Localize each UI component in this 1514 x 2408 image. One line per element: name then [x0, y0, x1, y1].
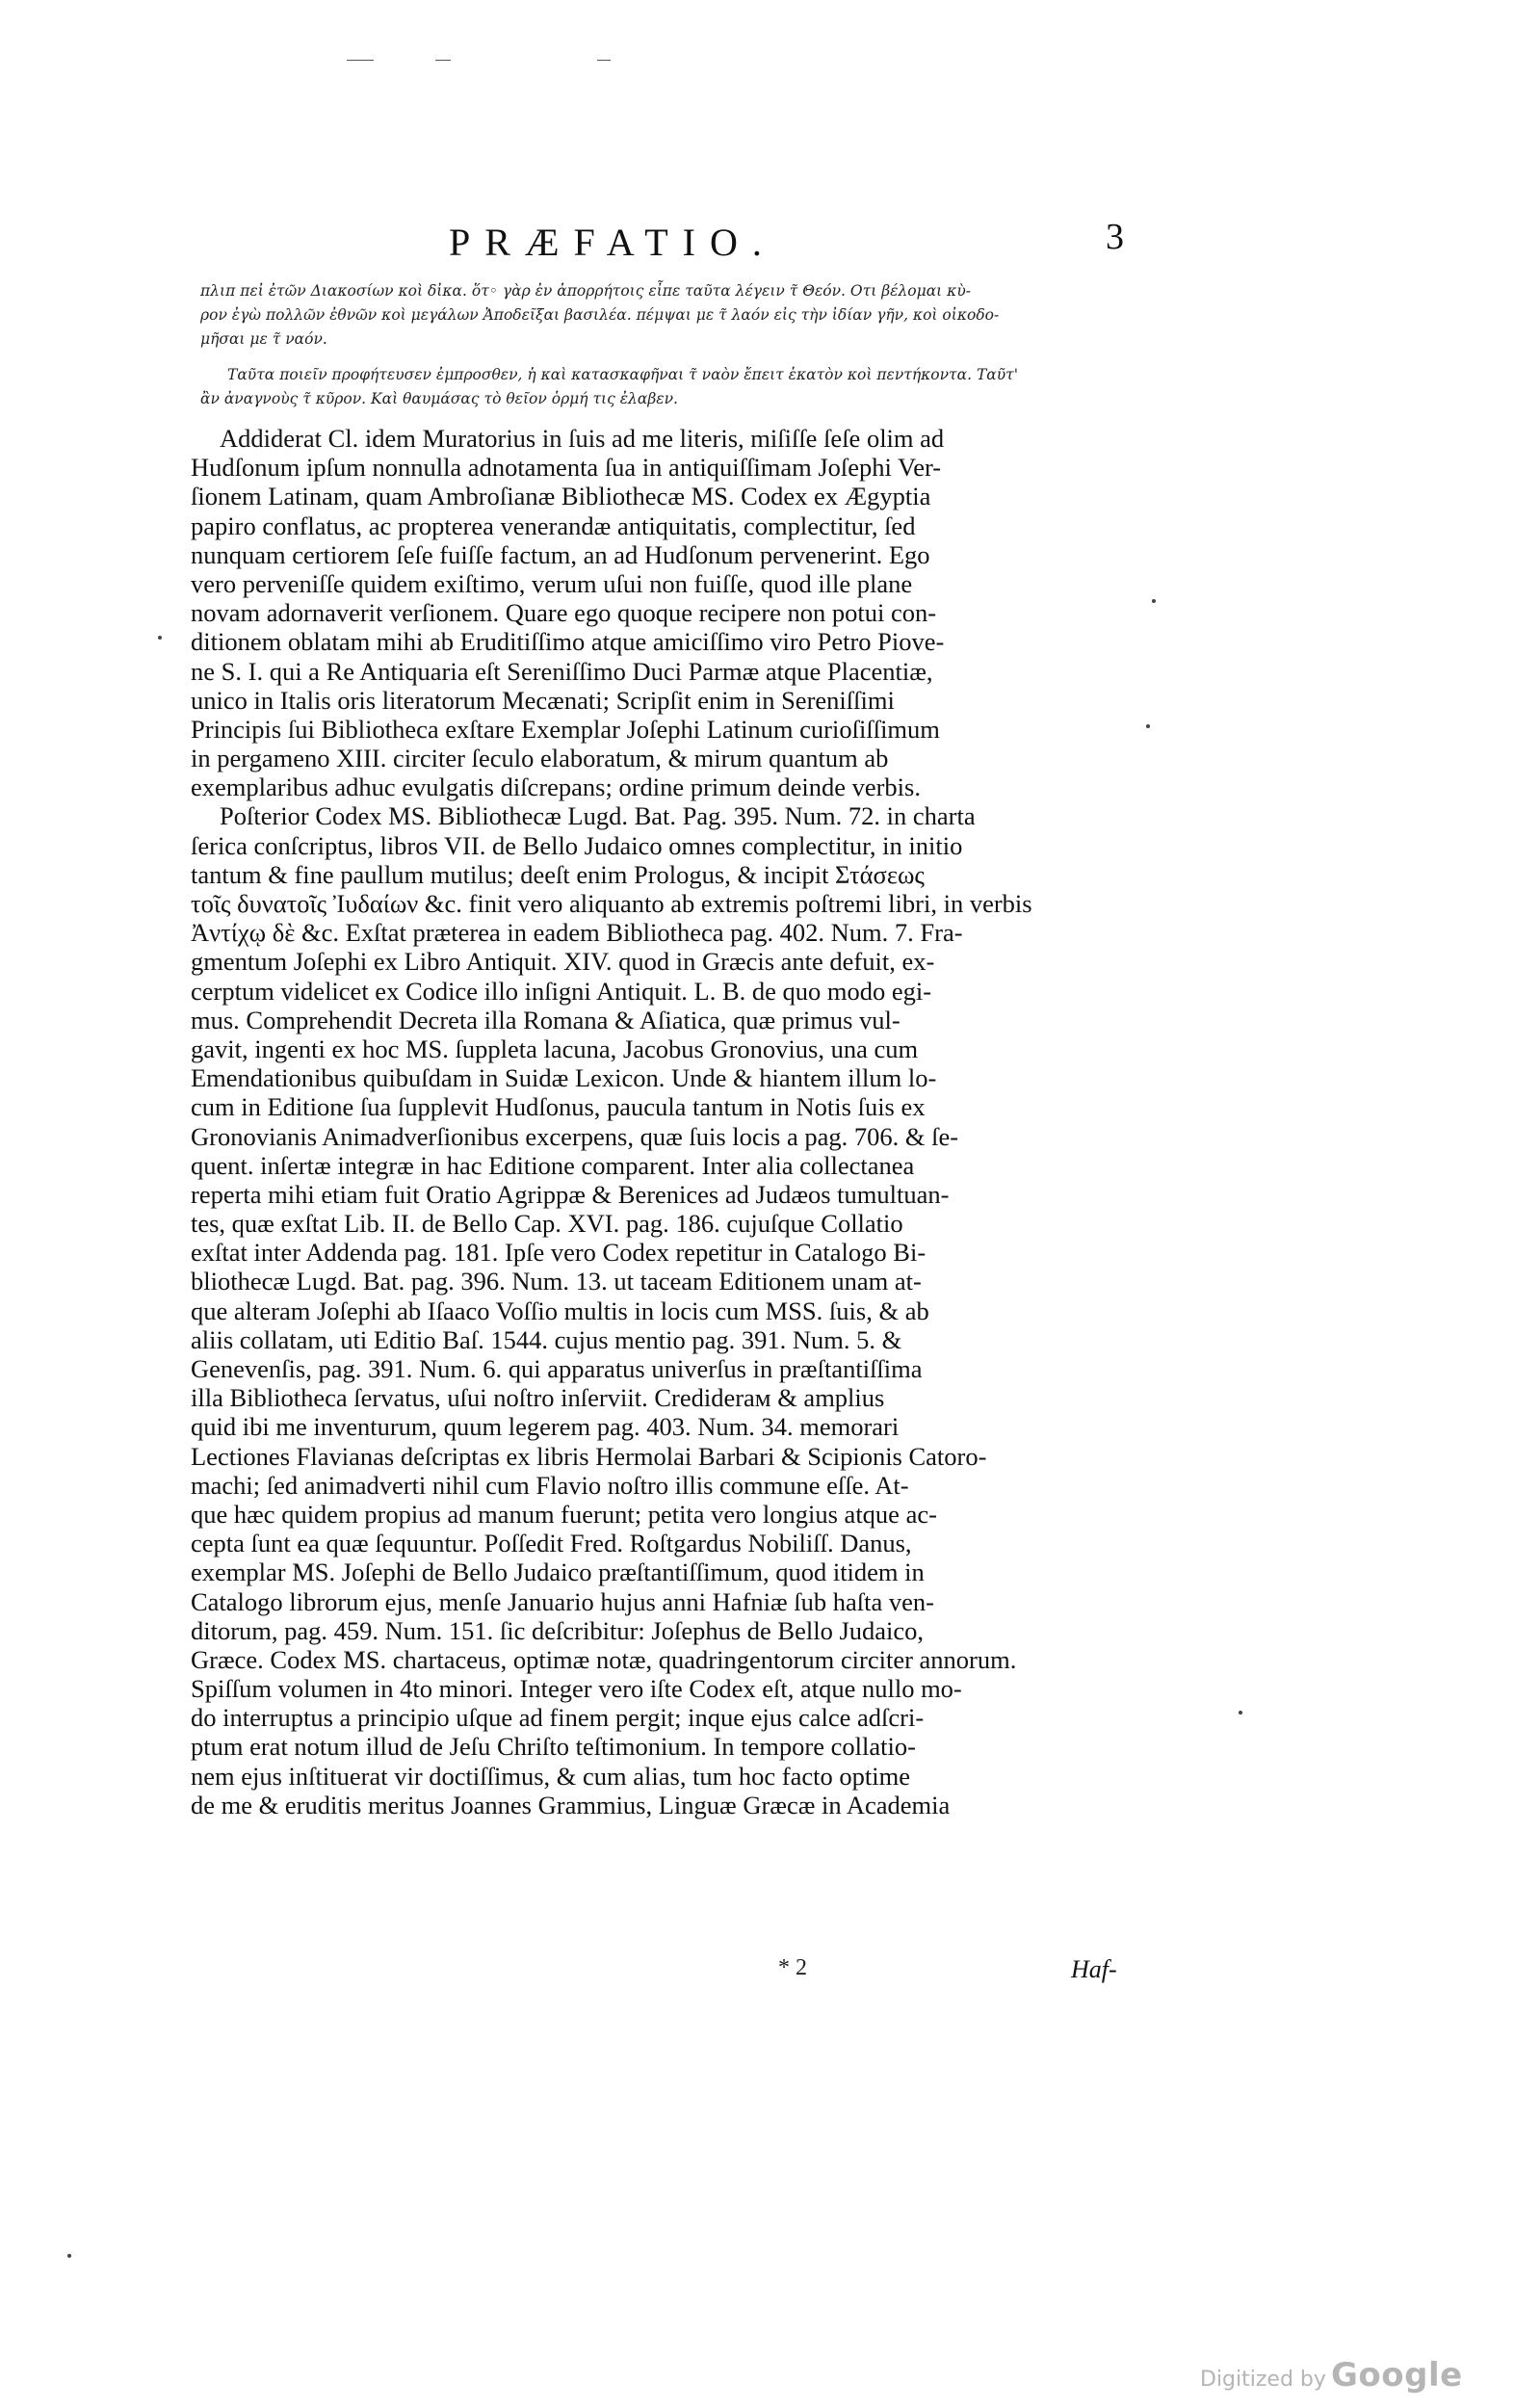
top-rule-mark: [597, 60, 611, 61]
text-line: Ἀντίχῳ δὲ &c. Exſtat præterea in eadem Bibliotheca pag. 402. Num. 7. Fra-: [191, 918, 963, 948]
text-line: Principis ſui Bibliotheca exſtare Exemplar Joſephi Latinum curioſiſſimum: [191, 714, 940, 744]
text-line: novam adornaverit verſionem. Quare ego quoque recipere non potui con-: [191, 598, 937, 628]
text-line: quent. inſertæ integræ in hac Editione comparent. Inter alia collectanea: [191, 1150, 915, 1180]
text-line: tantum & fine paullum mutilus; deeſt enim Prologus, & incipit Στάσεως: [191, 859, 925, 889]
greek-line: μῆσαι με τ̃ ναόν.: [200, 330, 327, 348]
watermark-prefix: Digitized by: [1200, 2368, 1326, 2392]
greek-line: Ταῦτα ποιεῖν προφήτευσεν ἐμπροσθεν, ἡ καὶ κατασκαφῆναι τ̃ ναὸν ἔπειτ ἑκατὸν κοὶ πεντήκοντα. Ταῦτ': [227, 366, 1019, 383]
top-rule-mark: [435, 60, 451, 61]
text-line: Addiderat Cl. idem Muratorius in ſuis ad me literis, miſiſſe ſeſe olim ad: [220, 424, 945, 453]
text-line: papiro conflatus, ac propterea venerandæ antiquitatis, complectitur, ſed: [191, 510, 916, 540]
top-rule-mark: [347, 60, 374, 61]
text-line: Græce. Codex MS. chartaceus, optimæ notæ, quadringentorum circiter annorum.: [191, 1644, 1017, 1674]
text-line: Poſterior Codex MS. Bibliothecæ Lugd. Bat. Pag. 395. Num. 72. in charta: [220, 801, 976, 831]
margin-speck: [158, 636, 162, 640]
text-line: illa Bibliotheca ſervatus, uſui noſtro inſerviit. Crediderам & amplius: [191, 1383, 885, 1413]
text-line: ptum erat notum illud de Jeſu Chriſto teſtimonium. In tempore collatio-: [191, 1732, 916, 1762]
greek-line: ἂν ἀναγνοὺς τ̃ κῦρον. Καὶ θαυμάσας τὸ θεῖον ὁρμή τις ἐλαβεν.: [200, 390, 678, 407]
text-line: machi; ſed animadverti nihil cum Flavio noſtro illis commune eſſe. At-: [191, 1470, 909, 1500]
text-line: cerptum videlicet ex Codice illo inſigni Antiquit. L. B. de quo modo egi-: [191, 976, 932, 1006]
text-line: Genevenſis, pag. 391. Num. 6. qui apparatus univerſus in præſtantiſſima: [191, 1354, 923, 1383]
text-line: tes, quæ exſtat Lib. II. de Bello Cap. XVI. pag. 186. cujuſque Collatio: [191, 1209, 903, 1239]
margin-speck: [1152, 599, 1156, 603]
text-line: nem ejus inſtituerat vir doctiſſimus, & cum alias, tum hoc facto optime: [191, 1761, 910, 1791]
text-line: exſtat inter Addenda pag. 181. Ipſe vero Codex repetitur in Catalogo Bi-: [191, 1238, 927, 1268]
text-line: ditionem oblatam mihi ab Eruditiſſimo atque amiciſſimo viro Petro Piove-: [191, 627, 945, 657]
text-line: reperta mihi etiam fuit Oratio Agrippæ & Berenices ad Judæos tumultuan-: [191, 1179, 950, 1209]
greek-line: πλιπ πεἰ ἐτῶν Διακοσίων κοὶ δἰκα. ὅτ◦ γὰρ ἐν ἀπορρήτοις εἶπε ταῦτα λέγειν τ̃ Θεόν. Οτι βέλομαι κὺ-: [200, 282, 972, 300]
text-line: nunquam certiorem ſeſe fuiſſe factum, an ad Hudſonum pervenerint. Ego: [191, 539, 930, 569]
text-line: in pergameno XIII. circiter ſeculo elaboratum, & mirum quantum ab: [191, 744, 889, 773]
text-line: gavit, ingenti ex hoc MS. ſuppleta lacuna, Jacobus Gronovius, una cum: [191, 1034, 919, 1063]
catchword: Haf-: [1071, 1955, 1117, 1983]
margin-speck: [67, 2254, 71, 2258]
text-line: Catalogo librorum ejus, menſe Januario hujus anni Hafniæ ſub haſta ven-: [191, 1586, 935, 1616]
text-line: ſerica conſcriptus, libros VII. de Bello Judaico omnes complectitur, in initio: [191, 830, 963, 860]
margin-speck: [1146, 724, 1150, 728]
text-line: τοῖς δυνατοῖς Ἰυδαίων &c. finit vero aliquanto ab extremis poſtremi libri, in verbis: [191, 889, 1032, 918]
text-line: gmentum Joſephi ex Libro Antiquit. XIV. quod in Græcis ante defuit, ex-: [191, 947, 935, 977]
greek-line: ρον ἐγὼ πολλῶν ἐθνῶν κοὶ μεγάλων Ἀποδεῖξαι βασιλέα. πέμψαι με τ̃ λαόν εἰς τὴν ἰδίαν γῆν, κοὶ οἰκοδο-: [200, 306, 1000, 324]
text-line: aliis collatam, uti Editio Baſ. 1544. cujus mentio pag. 391. Num. 5. &: [191, 1324, 902, 1354]
text-line: do interruptus a principio uſque ad finem pergit; inque ejus calce adſcri-: [191, 1703, 925, 1733]
text-line: de me & eruditis meritus Joannes Grammius, Linguæ Græcæ in Academia: [191, 1790, 951, 1819]
text-line: unico in Italis oris literatorum Mecænati; Scripſit enim in Sereniſſimi: [191, 685, 895, 715]
text-line: exemplaribus adhuc evulgatis diſcrepans; ordine primum deinde verbis.: [191, 772, 921, 802]
page-number: 3: [1106, 217, 1124, 257]
text-line: ſionem Latinam, quam Ambroſianæ Bibliothecæ MS. Codex ex Ægyptia: [191, 482, 931, 511]
text-line: Lectiones Flavianas deſcriptas ex libris Hermolai Barbari & Scipionis Catoro-: [191, 1441, 987, 1471]
google-logo: Google: [1331, 2356, 1463, 2395]
text-line: Spiſſum volumen in 4to minori. Integer vero iſte Codex eſt, atque nullo mo-: [191, 1674, 962, 1704]
signature-mark: * 2: [778, 1955, 807, 1980]
text-line: ditorum, pag. 459. Num. 151. ſic deſcribitur: Joſephus de Bello Judaico,: [191, 1615, 925, 1645]
text-line: cum in Editione ſua ſupplevit Hudſonus, paucula tantum in Notis ſuis ex: [191, 1092, 926, 1122]
text-line: vero perveniſſe quidem exiſtimo, verum uſui non fuiſſe, quod ille plane: [191, 568, 913, 598]
text-line: Emendationibus quibuſdam in Suidæ Lexicon. Unde & hiantem illum lo-: [191, 1063, 937, 1093]
text-line: que alteram Joſephi ab Iſaaco Voſſio multis in locis cum MSS. ſuis, & ab: [191, 1296, 929, 1325]
text-line: [191, 1819, 1148, 1848]
text-line: quid ibi me inventurum, quum legerem pag. 403. Num. 34. memorari: [191, 1412, 900, 1442]
text-line: que hæc quidem propius ad manum fuerunt; petita vero longius atque ac-: [191, 1499, 937, 1529]
text-line: Gronovianis Animadverſionibus excerpens, quæ ſuis locis a pag. 706. & ſe-: [191, 1121, 959, 1151]
text-line: cepta ſunt ea quæ ſequuntur. Poſſedit Fred. Roſtgardus Nobiliſſ. Danus,: [191, 1529, 912, 1558]
text-line: bliothecæ Lugd. Bat. pag. 396. Num. 13. ut taceam Editionem unam at-: [191, 1267, 922, 1296]
latin-body-text: [191, 424, 1148, 1848]
text-line: Hudſonum ipſum nonnulla adnotamenta ſua in antiquiſſimam Joſephi Ver-: [191, 453, 942, 483]
text-line: mus. Comprehendit Decreta illa Romana & Aſiatica, quæ primus vul-: [191, 1005, 901, 1034]
digitized-watermark: [1200, 2356, 1463, 2395]
greek-passage: [200, 279, 1144, 411]
margin-speck: [1239, 1711, 1242, 1714]
text-line: ne S. I. qui a Re Antiquaria eſt Sereniſſimo Duci Parmæ atque Placentiæ,: [191, 656, 933, 686]
running-head-title: PRÆFATIO.: [449, 221, 776, 264]
text-line: exemplar MS. Joſephi de Bello Judaico præſtantiſſimum, quod itidem in: [191, 1557, 925, 1587]
